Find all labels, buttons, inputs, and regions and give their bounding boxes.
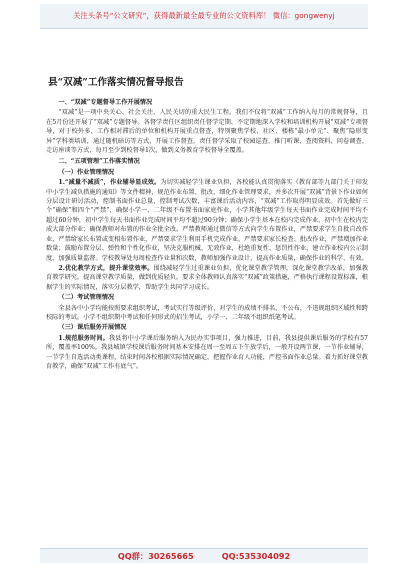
body-paragraph xyxy=(46,108,368,155)
document-body xyxy=(46,96,368,536)
qq-group-text: QQ群：30265665 xyxy=(117,550,194,561)
footer-contact xyxy=(40,548,368,563)
subsection-heading: （一）作业管理情况 xyxy=(58,168,115,176)
document-title: 县“双减”工作落实情况督导报告 xyxy=(48,77,184,88)
paragraph-lead: 2.优化教学方式，提升课堂效率。 xyxy=(58,264,154,272)
paragraph-text: 全县各中小学均能按照要求组织考试，考试实行等级评价，对学生的成绩不排名、不公布，不违规组织区域性和跨校际的考试。小学不组织期中考试和任何形式的招生考试，小学一、二年级不组织纸笔考试。 xyxy=(46,304,368,321)
section-heading: 一、“双减”专题督导工作开展情况 xyxy=(58,99,153,106)
promo-banner xyxy=(40,4,368,29)
body-paragraph xyxy=(46,304,368,323)
paragraph-text: 为切实减轻学生课业负担，各校能认真贯彻落实《教育部等九部门关于印发中小学生减负措施的通知》等文件精神，规范作业布置、批改，细化作业管理要求，并多次开展“双减”背景下作业如何分层设计研讨活动，控制书面作业总量，控制考试次数，丰富课后活动内容，“双减”工作取得明显成效。首先做好三个“确保”和四个“严禁”，确保小学一、二年级不布置书面家庭作业，小学其他年级学生每天书面作业完成时间平均不超过60分钟，初中学生每天书面作业完成时间平均不超过90分钟；确保小学生基本在校内完成作业，初中生在校内完成大部分作业；确保教师对布置的作业全批全改。严禁教师通过微信等方式向学生布置作业，严禁要求学生自批自改作业，严禁给家长布置或变相布置作业，严禁要求学生利用手机完成作业，严禁要求家长检查、批改作业，严禁增加作业数量；鼓励布置分层、弹性和个性化作业，坚决克服机械、无效作业，杜绝重复性、惩罚性作业，建立作业校内公示制度，加强质量监督。学校教导处每周检查作业量和次数，教师加强作业设计，提高作业质量，确保作业的科学、有效。 xyxy=(46,179,368,262)
promo-banner-text: 关注头条号“公文研究”，获得最新最全最专业的公文资料库！ 微信：gongwenyj xyxy=(73,11,335,20)
body-paragraph xyxy=(46,334,368,372)
section-heading: 二、“五项管理”工作落实情况 xyxy=(58,158,140,166)
body-paragraph xyxy=(46,264,368,292)
paragraph-text: 围绕减轻学生过重课业负担，优化课堂教学管理，深化课堂教学改革，加强教育教学研究，提高课堂教学质量，做到优质轻负。要求全体教师认真落实“双减”政策措施，严格执行课程设置标准，根据学生的实际情况，落实分层教学，帮助学生共同学习成长。 xyxy=(46,264,368,291)
paragraph-text: “双减”是一项中央关心、社会关注、人民关切的重大民生工程。我们不仅将“双减”工作纳入每月的常规督导，且在5月份还开展了“双减”专题督导。各督学责任区组织责任督学定期、不定期地深入学校和培训机构开展“双减”专项督导，对于校外多、工作相对滞后的单位和机构开展重点督查，特别聚焦学校、社区、楼栋“最小单元”、聚焦“隐形变异”学科类培训，通过随机暗访等方式，开展工作督查。责任督学采取了校园巡查、推门听课、查阅资料、问卷调查、走访座谈等方式，每月至少到校督导1次，做到义务教育学校督导全覆盖。 xyxy=(46,109,368,155)
subsection-heading: （二）考试管理情况 xyxy=(58,294,115,302)
paragraph-text: 我县将中小学课后服务纳入为民办实事项目，强力推进，目前，我县提供课后服务的学校有57所，覆盖率100%。我县城镇学校课后服务时间基本安排在周一至周五下午放学后，一般开设两节课，一节作业辅导，一节学生自选活动类课程，结束时间各校根据实际情况确定，把握作业育人功能，严控书面作业总量。着力抓好课堂教育教学，确保“双减”工作有底气”。 xyxy=(46,334,368,370)
paragraph-lead: 1.规范服务时间。 xyxy=(58,334,109,342)
qq-text: QQ:535304092 xyxy=(221,551,291,561)
body-paragraph xyxy=(46,178,368,263)
subsection-heading: （三）课后服务开展情况 xyxy=(58,324,127,332)
paragraph-lead: 1.“减量不减质”，作业辅导显成效。 xyxy=(58,179,161,187)
